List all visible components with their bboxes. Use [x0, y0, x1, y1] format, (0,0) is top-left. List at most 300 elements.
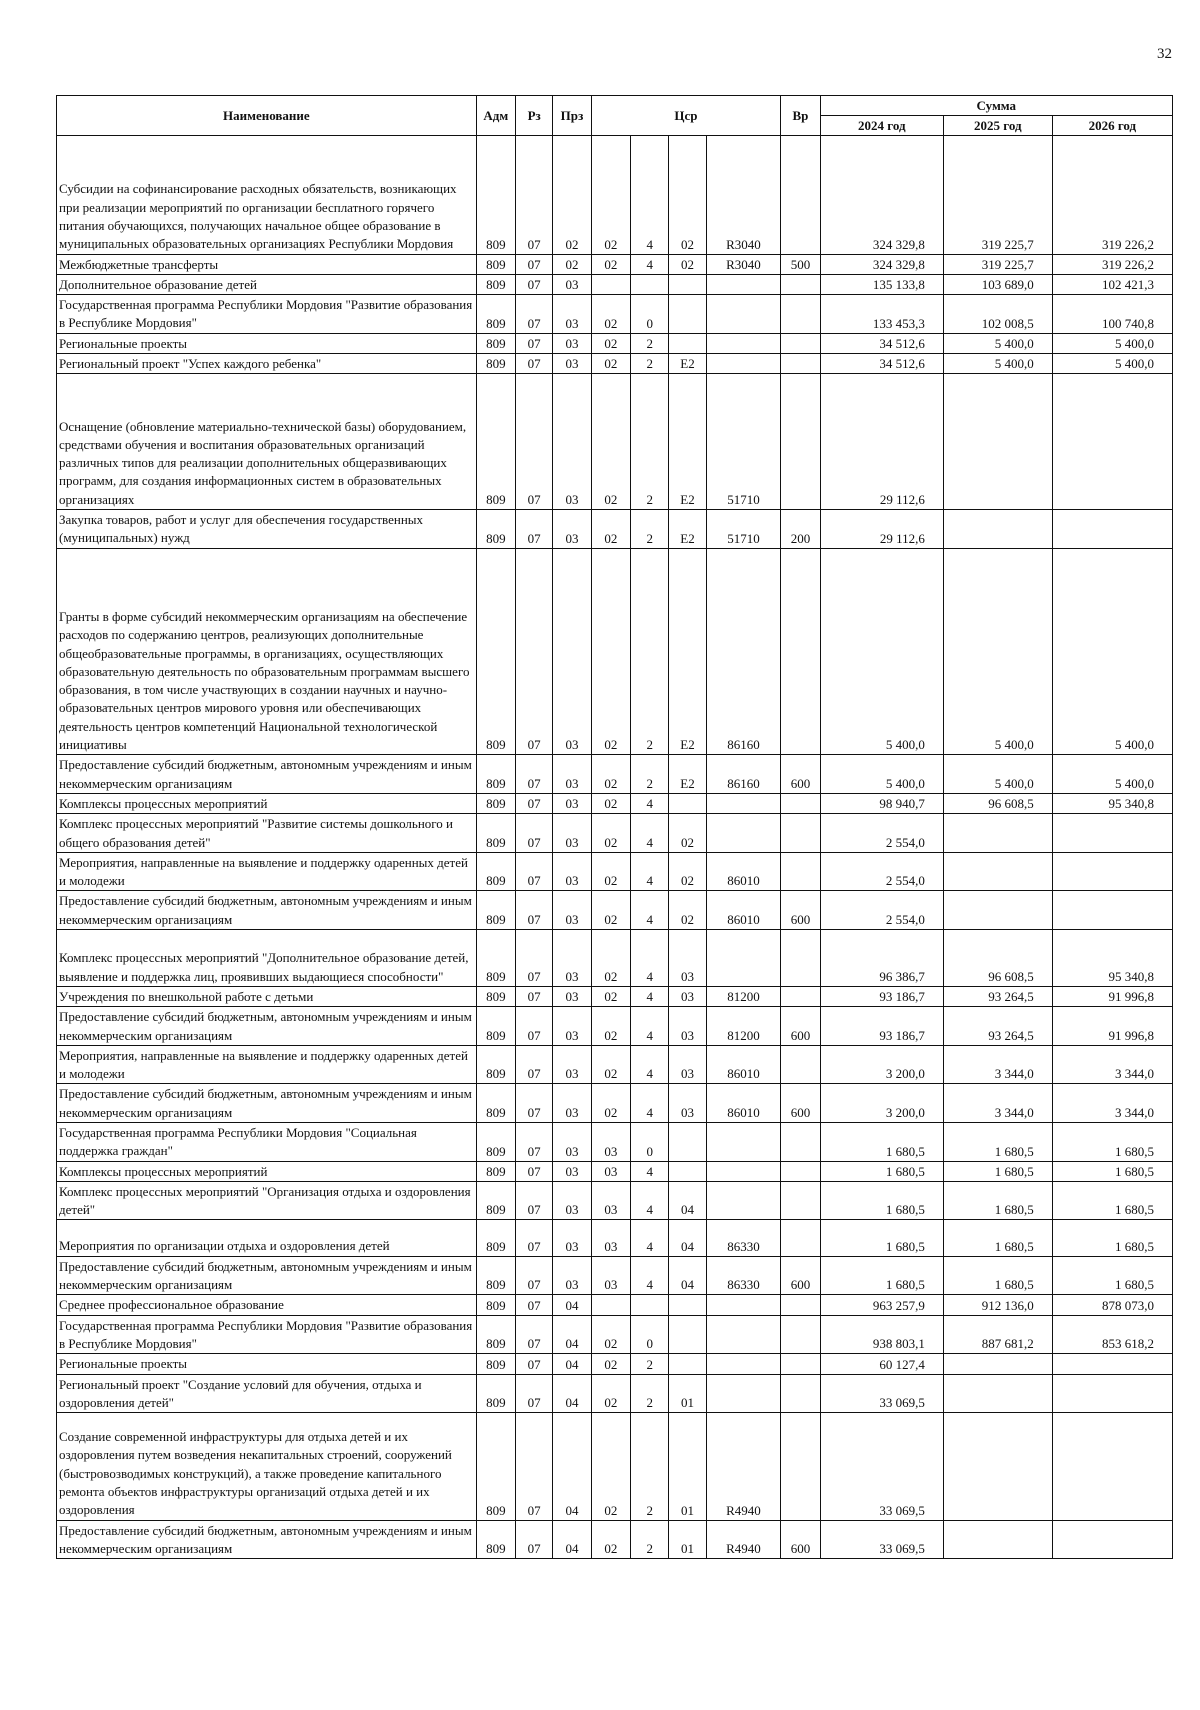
row-adm: 809 — [476, 814, 515, 853]
row-vr: 500 — [781, 254, 820, 274]
row-name: Оснащение (обновление материально-технической базы) оборудованием, средствами обучения и воспитания образовательных организаций различных типов для реализации дополнительных общеразвивающих программ, для создания информационных систем в образовательных организациях — [57, 374, 477, 510]
row-csr-type: 2 — [631, 510, 669, 549]
row-name: Среднее профессиональное образование — [57, 1295, 477, 1315]
row-amount-2024: 135 133,8 — [820, 274, 943, 294]
budget-sheet — [56, 95, 1173, 1559]
row-vr — [781, 274, 820, 294]
row-amount-2025: 3 344,0 — [943, 1084, 1052, 1123]
row-name: Учреждения по внешкольной работе с детьми — [57, 986, 477, 1006]
row-rz: 07 — [516, 986, 553, 1006]
row-csr-direction — [706, 274, 781, 294]
row-csr-program: 02 — [591, 891, 630, 930]
row-rz: 07 — [516, 1413, 553, 1521]
row-name: Государственная программа Республики Мордовия "Развитие образования в Республике Мордовия" — [57, 1315, 477, 1354]
row-vr — [781, 1045, 820, 1084]
row-csr-subprogram — [669, 1315, 706, 1354]
row-amount-2026: 5 400,0 — [1052, 548, 1172, 755]
row-csr-subprogram: E2 — [669, 548, 706, 755]
row-vr: 600 — [781, 1256, 820, 1295]
row-adm: 809 — [476, 930, 515, 987]
row-adm: 809 — [476, 1295, 515, 1315]
row-csr-program: 02 — [591, 1413, 630, 1521]
row-amount-2024: 5 400,0 — [820, 548, 943, 755]
row-adm: 809 — [476, 1220, 515, 1256]
row-csr-subprogram: 03 — [669, 930, 706, 987]
row-csr-subprogram: 02 — [669, 891, 706, 930]
row-csr-direction — [706, 1123, 781, 1162]
row-name: Мероприятия, направленные на выявление и поддержку одаренных детей и молодежи — [57, 1045, 477, 1084]
row-amount-2025: 319 225,7 — [943, 254, 1052, 274]
row-amount-2025 — [943, 1374, 1052, 1413]
row-adm: 809 — [476, 1123, 515, 1162]
row-amount-2024: 3 200,0 — [820, 1084, 943, 1123]
row-vr — [781, 986, 820, 1006]
row-csr-direction: 86010 — [706, 1084, 781, 1123]
row-csr-direction — [706, 1181, 781, 1220]
row-rz: 07 — [516, 374, 553, 510]
row-csr-direction: 86010 — [706, 1045, 781, 1084]
row-amount-2025 — [943, 852, 1052, 891]
row-prz: 03 — [553, 1161, 591, 1181]
row-rz: 07 — [516, 1295, 553, 1315]
row-csr-program: 02 — [591, 852, 630, 891]
row-csr-direction — [706, 814, 781, 853]
row-amount-2024: 1 680,5 — [820, 1181, 943, 1220]
row-csr-program: 02 — [591, 510, 630, 549]
row-csr-type: 0 — [631, 1123, 669, 1162]
row-amount-2026 — [1052, 1374, 1172, 1413]
row-amount-2026: 1 680,5 — [1052, 1161, 1172, 1181]
table-row — [57, 814, 1173, 853]
row-amount-2026: 3 344,0 — [1052, 1084, 1172, 1123]
row-adm: 809 — [476, 793, 515, 813]
row-prz: 03 — [553, 1181, 591, 1220]
table-row — [57, 1413, 1173, 1521]
row-adm: 809 — [476, 852, 515, 891]
row-amount-2024: 938 803,1 — [820, 1315, 943, 1354]
row-prz: 04 — [553, 1374, 591, 1413]
row-prz: 04 — [553, 1295, 591, 1315]
row-csr-subprogram: E2 — [669, 755, 706, 794]
row-adm: 809 — [476, 755, 515, 794]
row-csr-program: 02 — [591, 986, 630, 1006]
row-prz: 03 — [553, 1045, 591, 1084]
row-adm: 809 — [476, 333, 515, 353]
row-prz: 04 — [553, 1520, 591, 1559]
row-prz: 03 — [553, 930, 591, 987]
row-amount-2026: 878 073,0 — [1052, 1295, 1172, 1315]
budget-table — [56, 95, 1173, 1559]
table-row — [57, 1256, 1173, 1295]
header-csr: Цср — [591, 96, 781, 136]
row-vr — [781, 333, 820, 353]
row-vr — [781, 353, 820, 373]
row-csr-direction: R4940 — [706, 1520, 781, 1559]
row-adm: 809 — [476, 1161, 515, 1181]
row-rz: 07 — [516, 548, 553, 755]
row-prz: 03 — [553, 1123, 591, 1162]
row-vr — [781, 1123, 820, 1162]
row-amount-2026: 1 680,5 — [1052, 1123, 1172, 1162]
row-prz: 04 — [553, 1413, 591, 1521]
row-prz: 03 — [553, 295, 591, 334]
row-amount-2024: 93 186,7 — [820, 986, 943, 1006]
row-amount-2024: 1 680,5 — [820, 1256, 943, 1295]
row-name: Комплекс процессных мероприятий "Дополнительное образование детей, выявление и поддержка лиц, проявивших выдающиеся способности" — [57, 930, 477, 987]
row-amount-2024: 93 186,7 — [820, 1007, 943, 1046]
row-adm: 809 — [476, 254, 515, 274]
row-vr — [781, 1413, 820, 1521]
row-csr-direction: 86010 — [706, 891, 781, 930]
row-name: Комплексы процессных мероприятий — [57, 793, 477, 813]
header-vr: Вр — [781, 96, 820, 136]
row-rz: 07 — [516, 930, 553, 987]
row-csr-type: 4 — [631, 793, 669, 813]
row-csr-type: 4 — [631, 1007, 669, 1046]
row-csr-program: 03 — [591, 1256, 630, 1295]
row-csr-type: 2 — [631, 1374, 669, 1413]
row-amount-2025: 887 681,2 — [943, 1315, 1052, 1354]
row-amount-2025 — [943, 814, 1052, 853]
row-rz: 07 — [516, 1181, 553, 1220]
row-vr — [781, 1354, 820, 1374]
row-amount-2025: 5 400,0 — [943, 755, 1052, 794]
row-amount-2024: 1 680,5 — [820, 1161, 943, 1181]
row-vr — [781, 930, 820, 987]
row-csr-type: 4 — [631, 930, 669, 987]
row-amount-2024: 29 112,6 — [820, 510, 943, 549]
row-rz: 07 — [516, 353, 553, 373]
header-year-2025: 2025 год — [943, 116, 1052, 136]
table-row — [57, 891, 1173, 930]
row-vr: 600 — [781, 755, 820, 794]
row-vr: 200 — [781, 510, 820, 549]
table-row — [57, 1315, 1173, 1354]
row-prz: 03 — [553, 793, 591, 813]
row-amount-2024: 33 069,5 — [820, 1413, 943, 1521]
row-name: Мероприятия, направленные на выявление и поддержку одаренных детей и молодежи — [57, 852, 477, 891]
row-csr-program: 02 — [591, 548, 630, 755]
row-adm: 809 — [476, 136, 515, 255]
row-rz: 07 — [516, 755, 553, 794]
header-year-2026: 2026 год — [1052, 116, 1172, 136]
row-rz: 07 — [516, 1007, 553, 1046]
row-vr — [781, 852, 820, 891]
row-rz: 07 — [516, 1374, 553, 1413]
row-prz: 03 — [553, 814, 591, 853]
row-amount-2026 — [1052, 891, 1172, 930]
row-csr-subprogram: 02 — [669, 814, 706, 853]
row-csr-type: 2 — [631, 1354, 669, 1374]
row-csr-subprogram — [669, 295, 706, 334]
row-csr-subprogram: 03 — [669, 1045, 706, 1084]
table-row — [57, 1354, 1173, 1374]
row-csr-program: 02 — [591, 814, 630, 853]
row-amount-2026: 853 618,2 — [1052, 1315, 1172, 1354]
row-amount-2026: 95 340,8 — [1052, 793, 1172, 813]
row-name: Комплекс процессных мероприятий "Развитие системы дошкольного и общего образования детей" — [57, 814, 477, 853]
table-row — [57, 1220, 1173, 1256]
row-csr-program: 02 — [591, 793, 630, 813]
row-amount-2024: 1 680,5 — [820, 1123, 943, 1162]
row-amount-2026: 3 344,0 — [1052, 1045, 1172, 1084]
row-rz: 07 — [516, 852, 553, 891]
row-csr-type — [631, 274, 669, 294]
row-vr: 600 — [781, 1084, 820, 1123]
row-vr — [781, 1374, 820, 1413]
row-name: Закупка товаров, работ и услуг для обеспечения государственных (муниципальных) нужд — [57, 510, 477, 549]
row-rz: 07 — [516, 1220, 553, 1256]
row-rz: 07 — [516, 274, 553, 294]
row-csr-type: 4 — [631, 136, 669, 255]
row-amount-2024: 34 512,6 — [820, 353, 943, 373]
table-row — [57, 353, 1173, 373]
row-vr — [781, 793, 820, 813]
row-name: Субсидии на софинансирование расходных обязательств, возникающих при реализации мероприятий по организации бесплатного горячего питания обучающихся, получающих начальное общее образование в муниципальных образовательных организациях Республики Мордовия — [57, 136, 477, 255]
row-csr-type: 4 — [631, 1161, 669, 1181]
table-row — [57, 986, 1173, 1006]
row-adm: 809 — [476, 891, 515, 930]
row-csr-subprogram — [669, 1295, 706, 1315]
row-prz: 03 — [553, 891, 591, 930]
row-name: Предоставление субсидий бюджетным, автономным учреждениям и иным некоммерческим организациям — [57, 1520, 477, 1559]
row-vr — [781, 1220, 820, 1256]
row-adm: 809 — [476, 1374, 515, 1413]
row-prz: 03 — [553, 1084, 591, 1123]
row-rz: 07 — [516, 814, 553, 853]
row-adm: 809 — [476, 1256, 515, 1295]
row-csr-subprogram: 02 — [669, 852, 706, 891]
row-amount-2026: 1 680,5 — [1052, 1256, 1172, 1295]
row-name: Гранты в форме субсидий некоммерческим организациям на обеспечение расходов по содержанию центров, реализующих дополнительные общеобразовательные программы, в организациях, осуществляющих образовательную деятельность по образовательным программам высшего образования, в том числе участвующих в создании научных и научно-образовательных центров мирового уровня или обеспечивающих деятельность центров компетенций Национальной технологической инициативы — [57, 548, 477, 755]
row-csr-direction — [706, 930, 781, 987]
row-amount-2024: 2 554,0 — [820, 814, 943, 853]
row-csr-direction: 86160 — [706, 548, 781, 755]
row-csr-type: 2 — [631, 1413, 669, 1521]
row-adm: 809 — [476, 1520, 515, 1559]
table-row — [57, 755, 1173, 794]
row-csr-direction: R3040 — [706, 136, 781, 255]
row-csr-subprogram — [669, 1123, 706, 1162]
table-row — [57, 1295, 1173, 1315]
row-csr-program: 02 — [591, 1084, 630, 1123]
table-row — [57, 930, 1173, 987]
header-name: Наименование — [57, 96, 477, 136]
row-adm: 809 — [476, 295, 515, 334]
row-csr-type: 4 — [631, 1045, 669, 1084]
row-vr — [781, 1181, 820, 1220]
row-name: Предоставление субсидий бюджетным, автономным учреждениям и иным некоммерческим организациям — [57, 1007, 477, 1046]
row-amount-2026 — [1052, 1354, 1172, 1374]
table-row — [57, 333, 1173, 353]
row-rz: 07 — [516, 1161, 553, 1181]
row-amount-2026 — [1052, 510, 1172, 549]
row-amount-2025: 102 008,5 — [943, 295, 1052, 334]
row-name: Межбюджетные трансферты — [57, 254, 477, 274]
table-row — [57, 1161, 1173, 1181]
row-amount-2025: 1 680,5 — [943, 1181, 1052, 1220]
row-amount-2024: 33 069,5 — [820, 1520, 943, 1559]
row-name: Предоставление субсидий бюджетным, автономным учреждениям и иным некоммерческим организациям — [57, 755, 477, 794]
row-csr-subprogram: 01 — [669, 1413, 706, 1521]
table-header — [57, 96, 1173, 136]
row-amount-2026: 1 680,5 — [1052, 1220, 1172, 1256]
row-adm: 809 — [476, 1045, 515, 1084]
row-amount-2024: 34 512,6 — [820, 333, 943, 353]
row-adm: 809 — [476, 986, 515, 1006]
row-name: Предоставление субсидий бюджетным, автономным учреждениям и иным некоммерческим организациям — [57, 891, 477, 930]
page-number: 32 — [1157, 46, 1172, 62]
row-amount-2025: 5 400,0 — [943, 548, 1052, 755]
table-row — [57, 254, 1173, 274]
row-csr-subprogram — [669, 1354, 706, 1374]
row-amount-2024: 2 554,0 — [820, 852, 943, 891]
table-row — [57, 374, 1173, 510]
row-csr-type: 2 — [631, 548, 669, 755]
row-csr-subprogram: 04 — [669, 1220, 706, 1256]
row-csr-subprogram: 02 — [669, 136, 706, 255]
row-amount-2025: 96 608,5 — [943, 930, 1052, 987]
row-vr — [781, 814, 820, 853]
row-prz: 03 — [553, 1256, 591, 1295]
row-amount-2025: 3 344,0 — [943, 1045, 1052, 1084]
row-amount-2026: 1 680,5 — [1052, 1181, 1172, 1220]
row-name: Предоставление субсидий бюджетным, автономным учреждениям и иным некоммерческим организациям — [57, 1256, 477, 1295]
row-vr — [781, 374, 820, 510]
row-adm: 809 — [476, 1181, 515, 1220]
row-amount-2025 — [943, 374, 1052, 510]
row-csr-direction — [706, 1161, 781, 1181]
row-csr-type: 2 — [631, 353, 669, 373]
row-csr-program: 03 — [591, 1161, 630, 1181]
row-csr-subprogram — [669, 1161, 706, 1181]
row-name: Дополнительное образование детей — [57, 274, 477, 294]
row-csr-program: 02 — [591, 1374, 630, 1413]
row-csr-program: 02 — [591, 136, 630, 255]
row-amount-2024: 60 127,4 — [820, 1354, 943, 1374]
header-prz: Прз — [553, 96, 591, 136]
row-rz: 07 — [516, 1084, 553, 1123]
row-rz: 07 — [516, 1045, 553, 1084]
row-prz: 03 — [553, 374, 591, 510]
row-name: Государственная программа Республики Мордовия "Развитие образования в Республике Мордовия" — [57, 295, 477, 334]
row-amount-2026: 5 400,0 — [1052, 333, 1172, 353]
row-vr — [781, 548, 820, 755]
row-amount-2026: 5 400,0 — [1052, 353, 1172, 373]
row-name: Создание современной инфраструктуры для отдыха детей и их оздоровления путем возведения некапитальных строений, сооружений (быстровозводимых конструкций), а также проведение капитального ремонта объектов инфраструктуры организаций отдыха детей и их оздоровления — [57, 1413, 477, 1521]
row-amount-2026: 100 740,8 — [1052, 295, 1172, 334]
table-row — [57, 510, 1173, 549]
row-csr-subprogram: 03 — [669, 1084, 706, 1123]
row-rz: 07 — [516, 254, 553, 274]
row-csr-subprogram: 03 — [669, 986, 706, 1006]
row-csr-type: 4 — [631, 986, 669, 1006]
row-csr-direction: 86330 — [706, 1220, 781, 1256]
row-csr-subprogram: E2 — [669, 510, 706, 549]
row-amount-2025: 93 264,5 — [943, 1007, 1052, 1046]
row-csr-direction — [706, 353, 781, 373]
row-csr-subprogram — [669, 793, 706, 813]
row-csr-subprogram: E2 — [669, 353, 706, 373]
row-prz: 03 — [553, 986, 591, 1006]
header-year-2024: 2024 год — [820, 116, 943, 136]
row-amount-2025: 1 680,5 — [943, 1220, 1052, 1256]
row-csr-subprogram: 04 — [669, 1256, 706, 1295]
row-amount-2024: 324 329,8 — [820, 254, 943, 274]
row-vr: 600 — [781, 1007, 820, 1046]
row-prz: 03 — [553, 852, 591, 891]
row-rz: 07 — [516, 1520, 553, 1559]
row-rz: 07 — [516, 1123, 553, 1162]
row-name: Государственная программа Республики Мордовия "Социальная поддержка граждан" — [57, 1123, 477, 1162]
table-row — [57, 1007, 1173, 1046]
row-adm: 809 — [476, 1413, 515, 1521]
row-csr-type: 4 — [631, 254, 669, 274]
row-rz: 07 — [516, 793, 553, 813]
row-amount-2026: 95 340,8 — [1052, 930, 1172, 987]
header-rz: Рз — [516, 96, 553, 136]
row-amount-2026 — [1052, 852, 1172, 891]
row-csr-program: 02 — [591, 930, 630, 987]
row-csr-program: 02 — [591, 333, 630, 353]
row-csr-type: 0 — [631, 295, 669, 334]
row-rz: 07 — [516, 1354, 553, 1374]
row-csr-direction: 51710 — [706, 510, 781, 549]
row-csr-type: 4 — [631, 1220, 669, 1256]
row-prz: 02 — [553, 136, 591, 255]
row-csr-direction: 86160 — [706, 755, 781, 794]
row-name: Комплексы процессных мероприятий — [57, 1161, 477, 1181]
row-amount-2024: 5 400,0 — [820, 755, 943, 794]
row-csr-direction: 81200 — [706, 986, 781, 1006]
table-row — [57, 1084, 1173, 1123]
row-csr-direction — [706, 333, 781, 353]
row-vr: 600 — [781, 891, 820, 930]
row-csr-type: 2 — [631, 333, 669, 353]
row-amount-2024: 98 940,7 — [820, 793, 943, 813]
row-amount-2025: 1 680,5 — [943, 1161, 1052, 1181]
row-amount-2024: 3 200,0 — [820, 1045, 943, 1084]
row-adm: 809 — [476, 374, 515, 510]
row-prz: 03 — [553, 274, 591, 294]
row-csr-program — [591, 1295, 630, 1315]
row-adm: 809 — [476, 1354, 515, 1374]
row-amount-2025: 5 400,0 — [943, 353, 1052, 373]
row-amount-2026 — [1052, 374, 1172, 510]
table-row — [57, 1520, 1173, 1559]
row-name: Региональный проект "Успех каждого ребенка" — [57, 353, 477, 373]
row-amount-2025: 319 225,7 — [943, 136, 1052, 255]
row-rz: 07 — [516, 891, 553, 930]
row-csr-program: 02 — [591, 254, 630, 274]
row-rz: 07 — [516, 1315, 553, 1354]
row-amount-2024: 33 069,5 — [820, 1374, 943, 1413]
row-adm: 809 — [476, 548, 515, 755]
row-csr-type: 4 — [631, 891, 669, 930]
row-csr-subprogram: 01 — [669, 1520, 706, 1559]
row-name: Региональные проекты — [57, 1354, 477, 1374]
row-csr-subprogram: 03 — [669, 1007, 706, 1046]
row-amount-2025 — [943, 1354, 1052, 1374]
row-csr-type: 4 — [631, 1084, 669, 1123]
row-csr-program: 02 — [591, 1315, 630, 1354]
row-csr-type — [631, 1295, 669, 1315]
row-csr-direction — [706, 1315, 781, 1354]
row-adm: 809 — [476, 510, 515, 549]
row-csr-subprogram — [669, 333, 706, 353]
row-amount-2026: 5 400,0 — [1052, 755, 1172, 794]
row-rz: 07 — [516, 1256, 553, 1295]
